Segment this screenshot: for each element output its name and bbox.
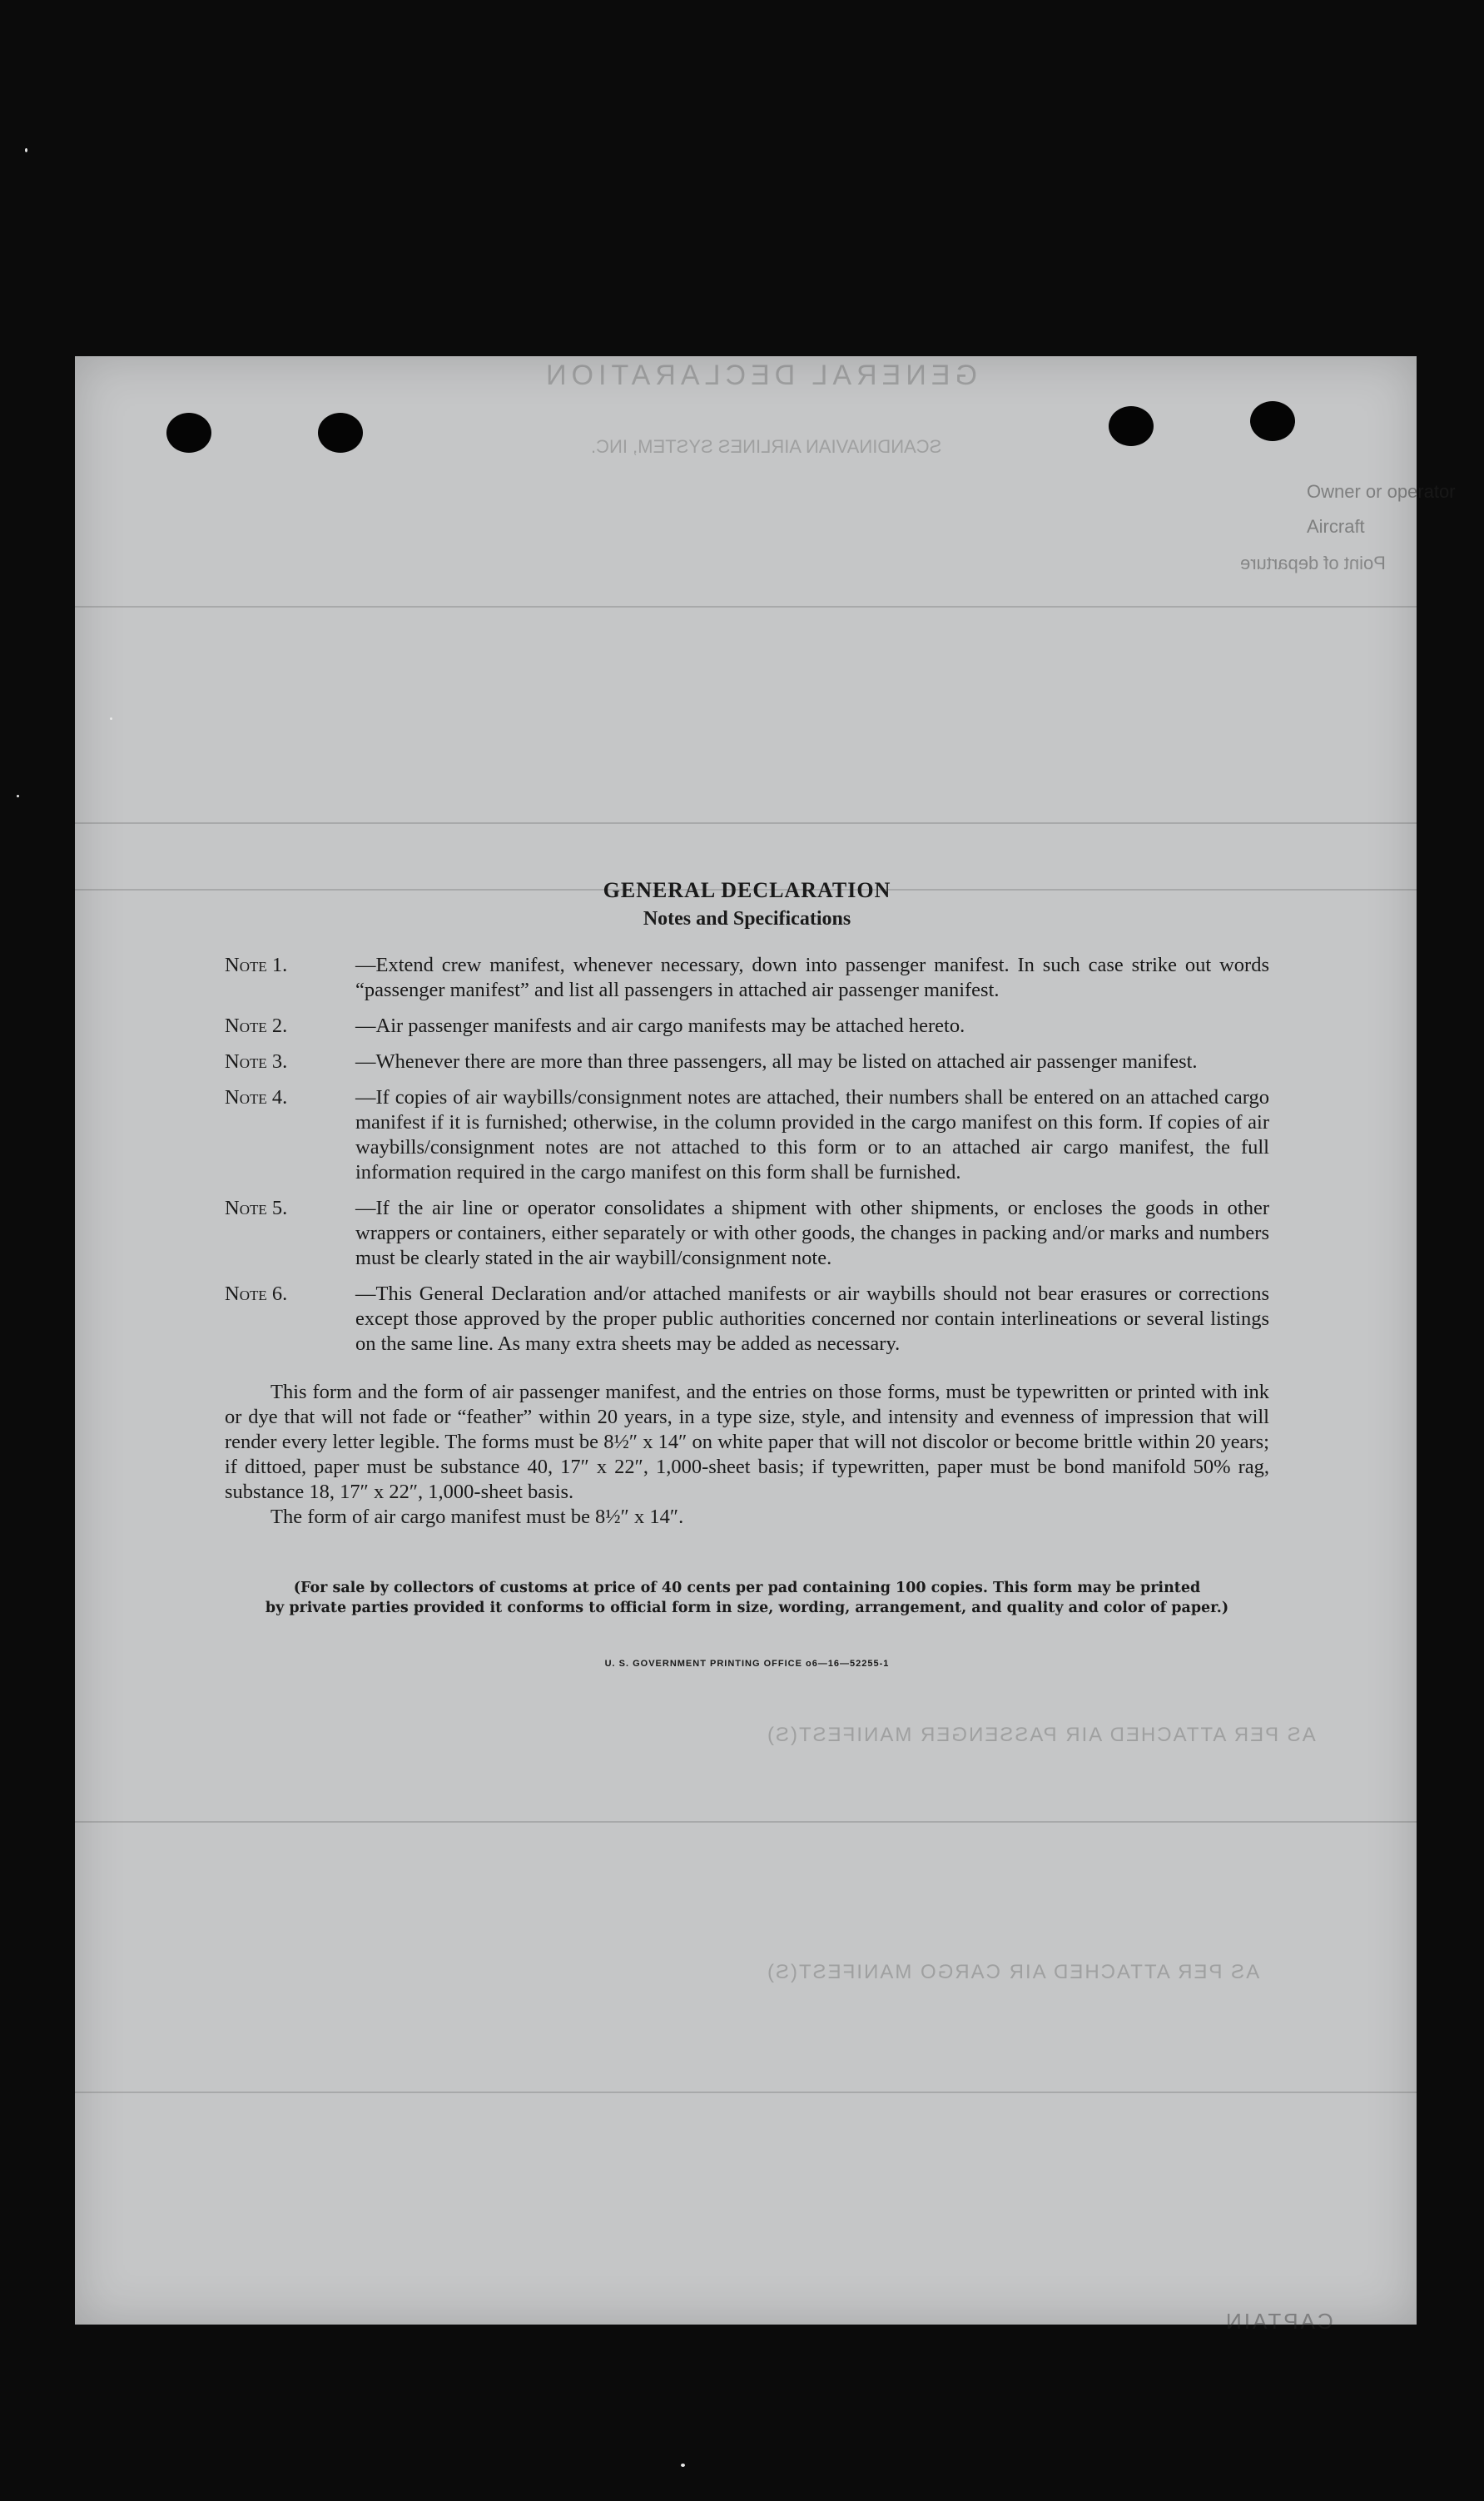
punch-hole-right: [1250, 401, 1295, 441]
note-text: —Air passenger manifests and air cargo manifests may be attached hereto.: [355, 1015, 965, 1037]
note-label: Note 2.: [225, 1015, 288, 1037]
punch-hole-center-left: [318, 413, 363, 453]
show-through-rule-5: [75, 2092, 1417, 2093]
print-specification-paragraph: This form and the form of air passenger manifest, and the entries on those forms, must be typewritten or printed with ink or dye that will not fade or “feather” within 20 years, in a type size, style, and intensity and evenness of impression that will render every letter legible. The forms must be 8½″ x 14″ on white paper that will not discolor or become brittle within 20 years; if dittoed, paper must be substance 40, 17″ x 22″, 1,000-sheet basis; if typewritten, paper must be bond manifold 50% rag, substance 18, 17″ x 22″, 1,000-sheet basis.: [225, 1381, 1269, 1503]
note-2: [225, 1014, 1269, 1039]
show-through-captain: CAPTAIN: [1223, 2309, 1333, 2334]
note-3: [225, 1050, 1269, 1074]
note-label: Note 6.: [225, 1283, 288, 1305]
note-label: Note 4.: [225, 1086, 288, 1109]
note-text: —Whenever there are more than three passengers, all may be listed on attached air passenger manifest.: [355, 1050, 1198, 1073]
note-text: —If the air line or operator consolidates a shipment with other shipments, or encloses the goods in other wrappers or containers, either separately or with other goods, the changes in packing and/or marks and numbers must be clearly stated in the air waybill/consignment note.: [355, 1197, 1269, 1269]
page-title: GENERAL DECLARATION: [603, 878, 891, 902]
show-through-rule-4: [75, 1821, 1417, 1823]
page-subtitle: Notes and Specifications: [643, 908, 851, 930]
punch-hole-left: [166, 413, 211, 453]
note-text: —This General Declaration and/or attached manifests or air waybills should not bear erasures or corrections except those approved by the proper public authorities concerned nor contain interlineations or several listings on the same line. As many extra sheets may be added as necessary.: [355, 1283, 1269, 1355]
show-through-cargo-banner: AS PER ATTACHED AIR CARGO MANIFEST(S): [766, 1961, 1260, 1983]
film-speck: [681, 2464, 685, 2467]
notes-and-specifications: [225, 878, 1269, 1676]
note-5: [225, 1196, 1269, 1271]
cargo-manifest-size-line: The form of air cargo manifest must be 8½″ x 14″.: [270, 1506, 684, 1528]
note-1: [225, 953, 1269, 1003]
film-speck: [25, 148, 27, 152]
note-label: Note 5.: [225, 1197, 288, 1219]
sale-notice-line-2: by private parties provided it conforms to official form in size, wording, arrangement, and quality and color of paper.): [265, 1600, 1229, 1616]
note-4: [225, 1085, 1269, 1185]
show-through-rule-1: [75, 606, 1417, 608]
show-through-operator: SCANDINAVIAN AIRLINES SYSTEM, INC.: [591, 436, 942, 457]
show-through-rule-2: [75, 822, 1417, 824]
show-through-point-label: Point of departure: [1240, 553, 1386, 573]
note-6: [225, 1282, 1269, 1357]
film-speck: [17, 795, 19, 797]
note-text: —If copies of air waybills/consignment notes are attached, their numbers shall be entered on an attached cargo manifest if it is furnished; otherwise, in the column provided in the cargo manifest on this form. If copies of air waybills/consignment notes are not attached to this form or to an attached air cargo manifest, the full information required in the cargo manifest on this form shall be furnished.: [355, 1086, 1269, 1184]
note-label: Note 3.: [225, 1050, 288, 1073]
note-text: —Extend crew manifest, whenever necessary, down into passenger manifest. In such case strike out words “passenger manifest” and list all passengers in attached air passenger manifest.: [355, 954, 1269, 1001]
show-through-owner-label: Owner or operator: [1307, 481, 1456, 502]
show-through-header: GENERAL DECLARATION: [541, 360, 977, 391]
gpo-imprint: U. S. GOVERNMENT PRINTING OFFICE o6—16—52255-1: [604, 1659, 890, 1669]
sale-notice-line-1: (For sale by collectors of customs at price of 40 cents per pad containing 100 copies. This form may be printed: [293, 1580, 1201, 1596]
show-through-passenger-banner: AS PER ATTACHED AIR PASSENGER MANIFEST(S): [766, 1724, 1316, 1746]
note-label: Note 1.: [225, 954, 288, 976]
film-speck: [110, 717, 112, 720]
sale-notice: [225, 1578, 1269, 1618]
show-through-aircraft-label: Aircraft: [1307, 516, 1365, 537]
punch-hole-center-right: [1109, 406, 1154, 446]
